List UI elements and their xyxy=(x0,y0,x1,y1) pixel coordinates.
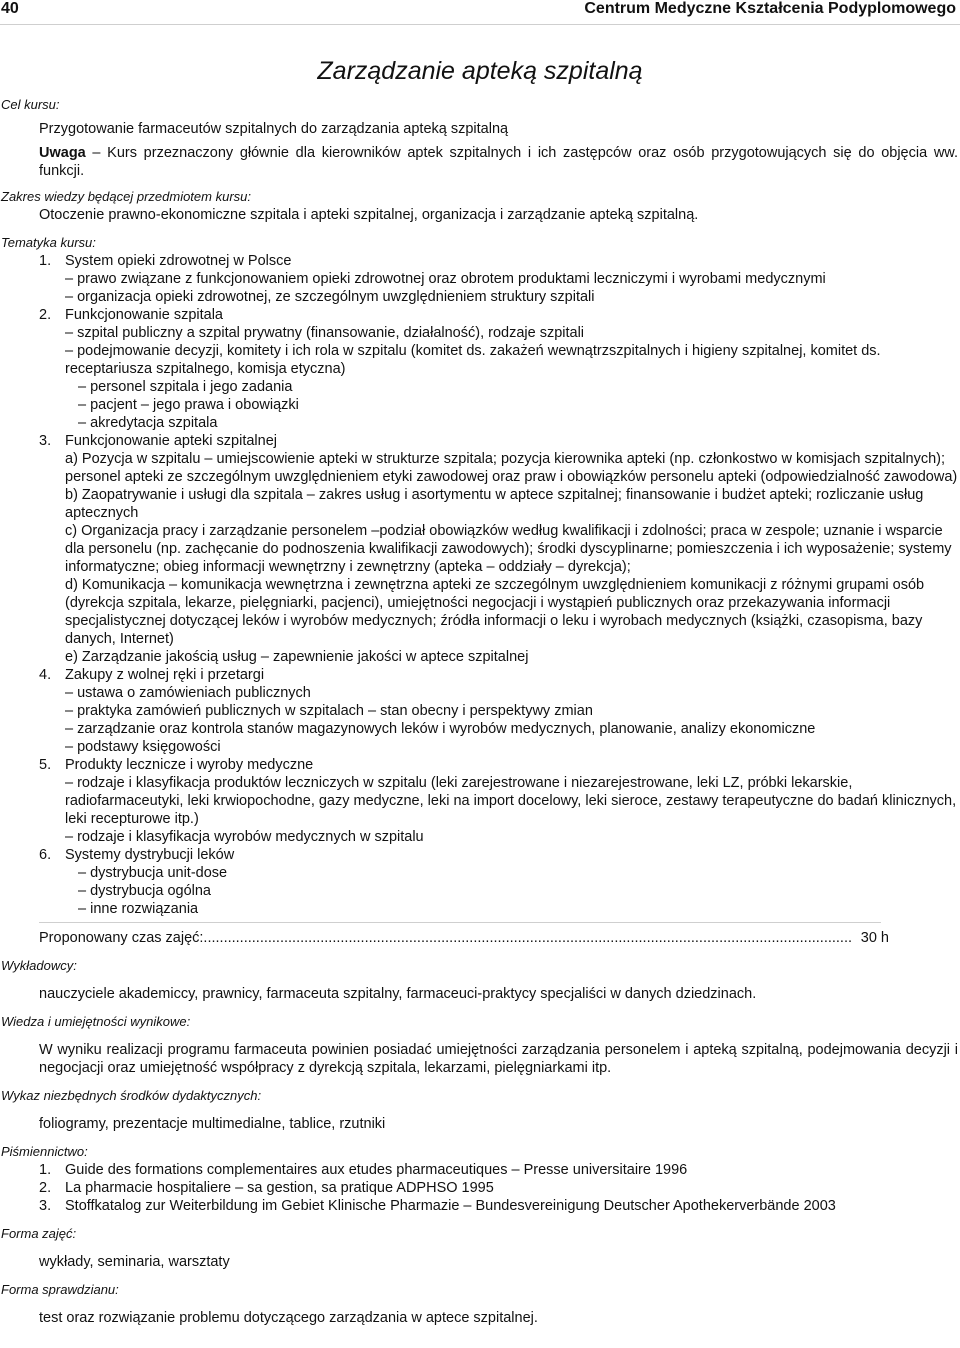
course-title: Zarządzanie apteką szpitalną xyxy=(317,57,643,85)
topic-number: 6. xyxy=(39,847,52,863)
topic-item: – praktyka zamówień publicznych w szpitalach – stan obecny i perspektywy zmian xyxy=(65,703,593,719)
note-text: – Kurs przeznaczony głównie dla kierowników aptek szpitalnych i ich zastępców oraz osób przygotowujących się do objęcia ww. funkcji. xyxy=(39,145,958,179)
topic-item: – ustawa o zamówieniach publicznych xyxy=(65,685,311,701)
topic-title: Funkcjonowanie apteki szpitalnej xyxy=(65,433,277,449)
topic-subitem: – pacjent – jego prawa i obowiązki xyxy=(78,397,299,413)
bibliography-text: Guide des formations complementaires aux etudes pharmaceutiques – Presse universitaire 1996 xyxy=(65,1162,688,1178)
topic-2 xyxy=(39,306,958,432)
topic-number: 2. xyxy=(39,307,52,323)
class-form-label: Forma zajęć: xyxy=(1,1226,77,1241)
topic-5 xyxy=(39,756,958,846)
page-number: 40 xyxy=(1,0,19,17)
topic-item: – podejmowanie decyzji, komitety i ich rola w szpitalu (komitet ds. zakażeń wewnątrzszpitalnych i higieny szpitalnej, komitet ds. receptariusza szpitalnego, komisja etyczna) xyxy=(65,343,881,377)
topic-point-d: d) Komunikacja – komunikacja wewnętrzna i zewnętrzna apteki ze szczególnym uwzględnieniem komunikacji z różnymi grupami osób (dyrekcja szpitala, lekarze, pielęgniarki, pacjenci), umiejętności negocjacji i wystąpień publicznych oraz przekazywania informacji specjalistycznej dotyczącej leków i wyrobów medycznych; źródła informacji o leku i wyrobach medycznych (książki, czasopisma, bazy danych, Internet) xyxy=(65,577,925,647)
bibliography-text: Stoffkatalog zur Weiterbildung im Gebiet Klinische Pharmazie – Bundesvereinigung Deutscher Apothekerverbände 2003 xyxy=(65,1198,836,1214)
topic-title: Produkty lecznicze i wyroby medyczne xyxy=(65,757,314,773)
topic-1 xyxy=(39,252,958,306)
running-header xyxy=(0,0,960,25)
topic-item: – rodzaje i klasyfikacja wyrobów medycznych w szpitalu xyxy=(65,829,424,845)
topic-subitem: – dystrybucja ogólna xyxy=(78,883,211,899)
topic-item: – szpital publiczny a szpital prywatny (finansowanie, działalność), rodzaje szpitali xyxy=(65,325,585,341)
scope-text: Otoczenie prawno-ekonomiczne szpitala i apteki szpitalnej, organizacja i zarządzanie apteką szpitalną. xyxy=(39,207,699,223)
topic-6 xyxy=(39,846,958,918)
lecturers-label: Wykładowcy: xyxy=(1,958,77,973)
bibliography-label: Piśmiennictwo: xyxy=(1,1144,88,1159)
proposed-time-label: Proponowany czas zajęć: xyxy=(39,930,204,946)
topic-item: – zarządzanie oraz kontrola stanów magazynowych leków i wyrobów medycznych, planowanie, analizy ekonomiczne xyxy=(65,721,816,737)
topic-title: Zakupy z wolnej ręki i przetargi xyxy=(65,667,265,683)
topic-title: Systemy dystrybucji leków xyxy=(65,847,235,863)
dot-leader xyxy=(203,929,850,947)
course-description xyxy=(0,96,960,1327)
topic-item: – organizacja opieki zdrowotnej, ze szczególnym uwzględnieniem struktury szpitali xyxy=(65,289,595,305)
topic-item: – prawo związane z funkcjonowaniem opieki zdrowotnej oraz obrotem produktami leczniczymi i wyrobami medycznymi xyxy=(65,271,826,287)
topic-number: 3. xyxy=(39,433,52,449)
note-label: Uwaga xyxy=(39,145,86,161)
topic-item: – rodzaje i klasyfikacja produktów leczniczych w szpitalu (leki zarejestrowane i niezarejestrowane, leki LZ, próbki lekarskie, radiofarmaceutyki, leki krwiopochodne, gazy medyczne, leki na import docelowy, leki sieroce, zestawy terapeutyczne do badań klinicznych, leki recepturowe itp.) xyxy=(65,775,957,827)
bibliography-number: 1. xyxy=(39,1162,52,1178)
lecturers-text: nauczyciele akademiccy, prawnicy, farmaceuta szpitalny, farmaceuci-praktycy specjaliści w danych dziedzinach. xyxy=(39,986,757,1002)
topic-subitem: – inne rozwiązania xyxy=(78,901,199,917)
assessment-form-label: Forma sprawdzianu: xyxy=(1,1282,119,1297)
teaching-aids-text: foliogramy, prezentacje multimedialne, tablice, rzutniki xyxy=(39,1116,386,1132)
assessment-form-text: test oraz rozwiązanie problemu dotyczącego zarządzania w aptece szpitalnej. xyxy=(39,1310,538,1326)
divider xyxy=(39,922,881,923)
topic-subitem: – dystrybucja unit-dose xyxy=(78,865,228,881)
bibliography-item xyxy=(39,1161,958,1179)
topic-point-b: b) Zaopatrywanie i usługi dla szpitala – zakres usług i asortymentu w aptece szpitalnej; finansowanie i budżet apteki; rozliczanie usług aptecznych xyxy=(65,487,924,521)
topics-label: Tematyka kursu: xyxy=(1,235,96,250)
bibliography-item xyxy=(39,1197,958,1215)
topic-point-e: e) Zarządzanie jakością usług – zapewnienie jakości w aptece szpitalnej xyxy=(65,649,529,665)
class-form-text: wykłady, seminaria, warsztaty xyxy=(39,1254,230,1270)
topic-point-a: a) Pozycja w szpitalu – umiejscowienie apteki w strukturze szpitala; pozycja kierownika apteki (np. członkostwo w komisjach szpitalnych); personel apteki ze szczególnym uwzględnieniem etyki zawodowej oraz praw i obowiązków personelu apteki (odpowiedzialność zawodowa) xyxy=(65,451,958,485)
topic-title: System opieki zdrowotnej w Polsce xyxy=(65,253,292,269)
topic-number: 4. xyxy=(39,667,52,683)
bibliography-text: La pharmacie hospitaliere – sa gestion, sa pratique ADPHSO 1995 xyxy=(65,1180,494,1196)
topic-number: 1. xyxy=(39,253,52,269)
bibliography-number: 3. xyxy=(39,1198,52,1214)
publisher-name: Centrum Medyczne Kształcenia Podyplomowego xyxy=(584,0,956,17)
proposed-time-row xyxy=(39,929,889,947)
outcomes-text: W wyniku realizacji programu farmaceuta powinien posiadać umiejętności zarządzania personelem i apteką szpitalną, podejmowania decyzji i negocjacji oraz umiejętność współpracy z dyrekcją szpitala, lekarzami, pielęgniarkami itp. xyxy=(39,1042,958,1076)
topic-title: Funkcjonowanie szpitala xyxy=(65,307,223,323)
bibliography-item xyxy=(39,1179,958,1197)
topic-number: 5. xyxy=(39,757,52,773)
goal-text: Przygotowanie farmaceutów szpitalnych do zarządzania apteką szpitalną xyxy=(39,121,509,137)
outcomes-label: Wiedza i umiejętności wynikowe: xyxy=(1,1014,191,1029)
topic-4 xyxy=(39,666,958,756)
topic-item: – podstawy księgowości xyxy=(65,739,221,755)
proposed-time-value: 30 h xyxy=(860,930,889,946)
topic-subitem: – akredytacja szpitala xyxy=(78,415,218,431)
topic-point-c: c) Organizacja pracy i zarządzanie personelem –podział obowiązków według kwalifikacji i zdolności; praca w zespole; uznanie i wsparcie dla personelu (np. zachęcanie do podnoszenia kwalifikacji zawodowych); środki dyscyplinarne; pomieszczenia i ich wyposażenie; systemy informatyczne; obieg informacji wewnętrzny i zewnętrzny (apteka – oddziały – dyrekcja); xyxy=(65,523,952,575)
goal-label: Cel kursu: xyxy=(1,97,60,112)
note-paragraph xyxy=(39,144,958,180)
topic-subitem: – personel szpitala i jego zadania xyxy=(78,379,293,395)
bibliography-number: 2. xyxy=(39,1180,52,1196)
scope-label: Zakres wiedzy będącej przedmiotem kursu: xyxy=(1,189,251,204)
teaching-aids-label: Wykaz niezbędnych środków dydaktycznych: xyxy=(1,1088,262,1103)
topic-3 xyxy=(39,432,958,666)
